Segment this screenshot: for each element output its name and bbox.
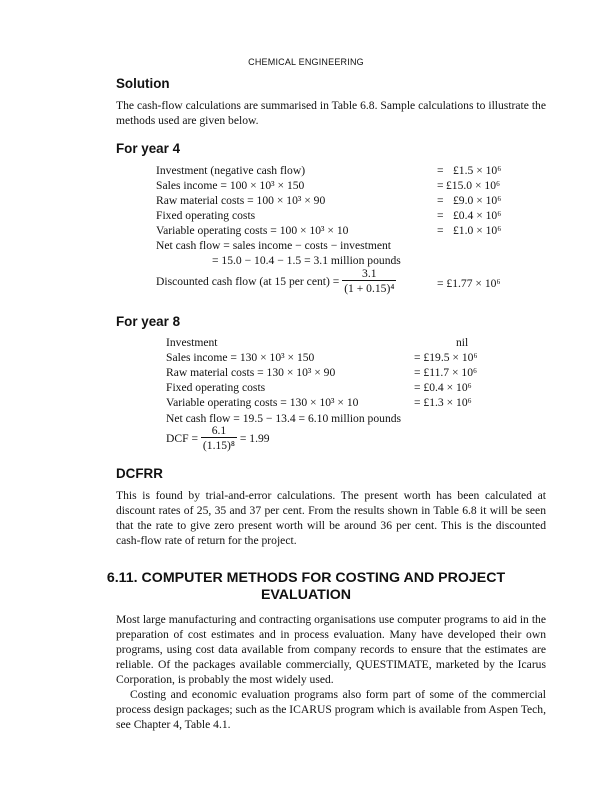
section-paragraph-2: Costing and economic evaluation programs also form part of some of the commercial process design packages; such as the ICARUS program which is available from Aspen Tech, see Chapter 4, Table 4.1.: [116, 688, 546, 731]
year4-dcf-numerator: 3.1: [362, 267, 377, 280]
dcfrr-heading: DCFRR: [116, 466, 163, 481]
dcfrr-paragraph: [116, 488, 546, 548]
year4-row-value: £1.0 × 10⁶: [453, 224, 502, 237]
year8-row-value: = £19.5 × 10⁶: [414, 351, 478, 364]
year4-heading: For year 4: [116, 141, 181, 156]
year8-row-label: Investment: [166, 336, 218, 349]
year8-net-cash-flow: Net cash flow = 19.5 − 13.4 = 6.10 million pounds: [166, 412, 402, 425]
year4-row-label: Raw material costs = 100 × 10³ × 90: [156, 194, 326, 207]
year4-dcf-label: Discounted cash flow (at 15 per cent) =: [156, 275, 340, 289]
year8-dcf-fraction: [201, 424, 237, 453]
year8-row-label: Fixed operating costs: [166, 381, 266, 394]
year8-dcf-numerator: 6.1: [211, 424, 227, 437]
year8-row-value: = £0.4 × 10⁶: [414, 381, 472, 394]
year8-dcf-denominator: (1.15)⁸: [202, 439, 235, 452]
year4-eq-sign: =: [437, 194, 444, 207]
section-title: [0, 570, 612, 604]
year8-row-value: = £11.7 × 10⁶: [414, 366, 478, 379]
year8-row-value: = £1.3 × 10⁶: [414, 396, 472, 409]
year4-row-value: £15.0 × 10⁶: [446, 179, 501, 192]
year8-dcf-value: = 1.99: [239, 432, 270, 446]
year8-heading: For year 8: [116, 314, 181, 329]
year4-dcf-denominator: (1 + 0.15)⁴: [344, 282, 395, 295]
year4-eq-sign: =: [437, 224, 444, 237]
section-body: [116, 612, 546, 732]
solution-intro-text: The cash-flow calculations are summarised in Table 6.8. Sample calculations to illustrate the methods used are given below.: [116, 99, 546, 127]
solution-heading: Solution: [116, 76, 170, 91]
year8-row-label: Sales income = 130 × 10³ × 150: [166, 351, 315, 364]
year4-dcf: [156, 268, 396, 297]
year4-eq-sign: =: [437, 179, 444, 192]
year4-eq-sign: =: [437, 164, 444, 177]
year4-row-label: Sales income = 100 × 10³ × 150: [156, 179, 305, 192]
year4-row-value: £9.0 × 10⁶: [453, 194, 502, 207]
section-title-line1: 6.11. COMPUTER METHODS FOR COSTING AND PROJECT: [106, 570, 506, 586]
year4-dcf-fraction: [342, 267, 396, 296]
year8-row-label: Raw material costs = 130 × 10³ × 90: [166, 366, 336, 379]
year4-row-label: Fixed operating costs: [156, 209, 256, 222]
running-header: CHEMICAL ENGINEERING: [248, 57, 364, 67]
year4-net-cash-flow-result: = 15.0 − 10.4 − 1.5 = 3.1 million pounds: [212, 254, 401, 267]
year8-row-label: Variable operating costs = 130 × 10³ × 10: [166, 396, 359, 409]
year8-dcf-label: DCF =: [166, 432, 198, 446]
year4-row-value: £1.5 × 10⁶: [453, 164, 502, 177]
year4-row-label: Investment (negative cash flow): [156, 164, 306, 177]
year4-eq-sign: =: [437, 209, 444, 222]
year4-row-label: Variable operating costs = 100 × 10³ × 10: [156, 224, 349, 237]
year4-row-value: £0.4 × 10⁶: [453, 209, 502, 222]
year8-dcf: [166, 425, 270, 454]
dcfrr-text: This is found by trial-and-error calculations. The present worth has been calculated at discount rates of 25, 35 and 37 per cent. From the results shown in Table 6.8 it will be seen that the rate to give zero present worth will be around 36 per cent. This is the discounted cash-flow rate of return for the project.: [116, 489, 546, 547]
section-title-line2: EVALUATION: [260, 587, 352, 603]
year8-row-value: nil: [456, 336, 469, 349]
section-paragraph-1: Most large manufacturing and contracting organisations use computer programs to aid in the preparation of cost estimates and in process evaluation. Many have developed their own programs, using cost data available from company records to ensure that the estimates are reliable. Of the packages available commercially, QUESTIMATE, marketed by the Icarus Corporation, is probably the most widely used.: [116, 613, 546, 686]
year4-dcf-value: = £1.77 × 10⁶: [437, 277, 501, 290]
year4-net-cash-flow: Net cash flow = sales income − costs − investment: [156, 239, 392, 252]
solution-intro: [116, 98, 546, 128]
